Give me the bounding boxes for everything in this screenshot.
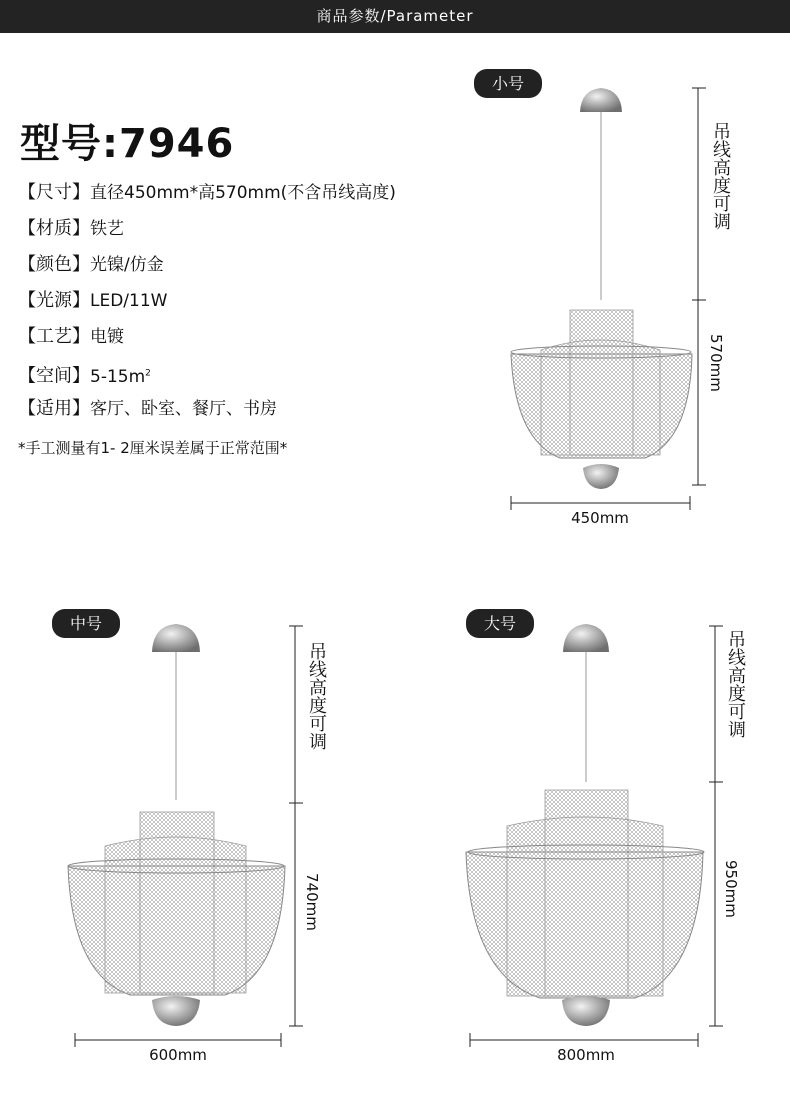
spec-key: 【工艺】 xyxy=(18,326,90,347)
spec-key: 【尺寸】 xyxy=(18,182,90,203)
height-label-large: 950mm xyxy=(722,860,740,918)
width-label-medium: 600mm xyxy=(149,1046,207,1064)
height-label-small: 570mm xyxy=(707,334,725,392)
lamp-large xyxy=(466,624,723,1047)
spec-value: 铁艺 xyxy=(90,219,124,239)
spec-value: 客厅、卧室、餐厅、书房 xyxy=(90,399,277,419)
bottom-ball-large xyxy=(562,996,610,1026)
adjustable-label-large: 吊线高度可调 xyxy=(725,630,746,738)
mesh-tier-top-small xyxy=(570,310,633,455)
spec-key: 【颜色】 xyxy=(18,254,90,275)
spec-key: 【空间】 xyxy=(18,365,90,387)
adjustable-label-medium: 吊线高度可调 xyxy=(306,642,327,750)
spec-value-text: 5-15m xyxy=(90,366,146,387)
spec-key: 【材质】 xyxy=(18,218,90,239)
badge-small: 小号 xyxy=(474,69,542,98)
lamp-small xyxy=(511,88,706,510)
mesh-tier-top-medium xyxy=(140,812,214,993)
spec-key: 【适用】 xyxy=(18,398,90,419)
ceiling-canopy-medium xyxy=(152,624,200,652)
spec-value: 直径450mm*高570mm(不含吊线高度) xyxy=(90,183,396,203)
measure-note: *手工测量有1- 2厘米误差属于正常范围* xyxy=(18,439,288,457)
spec-key: 【光源】 xyxy=(18,290,90,311)
lamp-medium xyxy=(68,624,303,1047)
spec-value: LED/11W xyxy=(90,291,168,311)
spec-value: 电镀 xyxy=(90,327,124,347)
height-label-medium: 740mm xyxy=(303,873,321,931)
adjustable-label-small: 吊线高度可调 xyxy=(710,122,731,230)
model-label: 型号: xyxy=(20,121,119,167)
bottom-ball-small xyxy=(583,464,619,489)
model-number: 7946 xyxy=(119,121,235,167)
ceiling-canopy-small xyxy=(580,88,622,112)
header-title: 商品参数/Parameter xyxy=(316,7,474,25)
mesh-tier-top-large xyxy=(545,790,628,996)
bottom-ball-medium xyxy=(152,996,200,1026)
badge-medium: 中号 xyxy=(52,609,120,638)
spec-value: 光镍/仿金 xyxy=(90,255,164,275)
width-label-large: 800mm xyxy=(557,1046,615,1064)
ceiling-canopy-large xyxy=(563,624,609,652)
badge-large: 大号 xyxy=(466,609,534,638)
spec-value-sup: 2 xyxy=(145,368,151,378)
width-label-small: 450mm xyxy=(571,509,629,527)
